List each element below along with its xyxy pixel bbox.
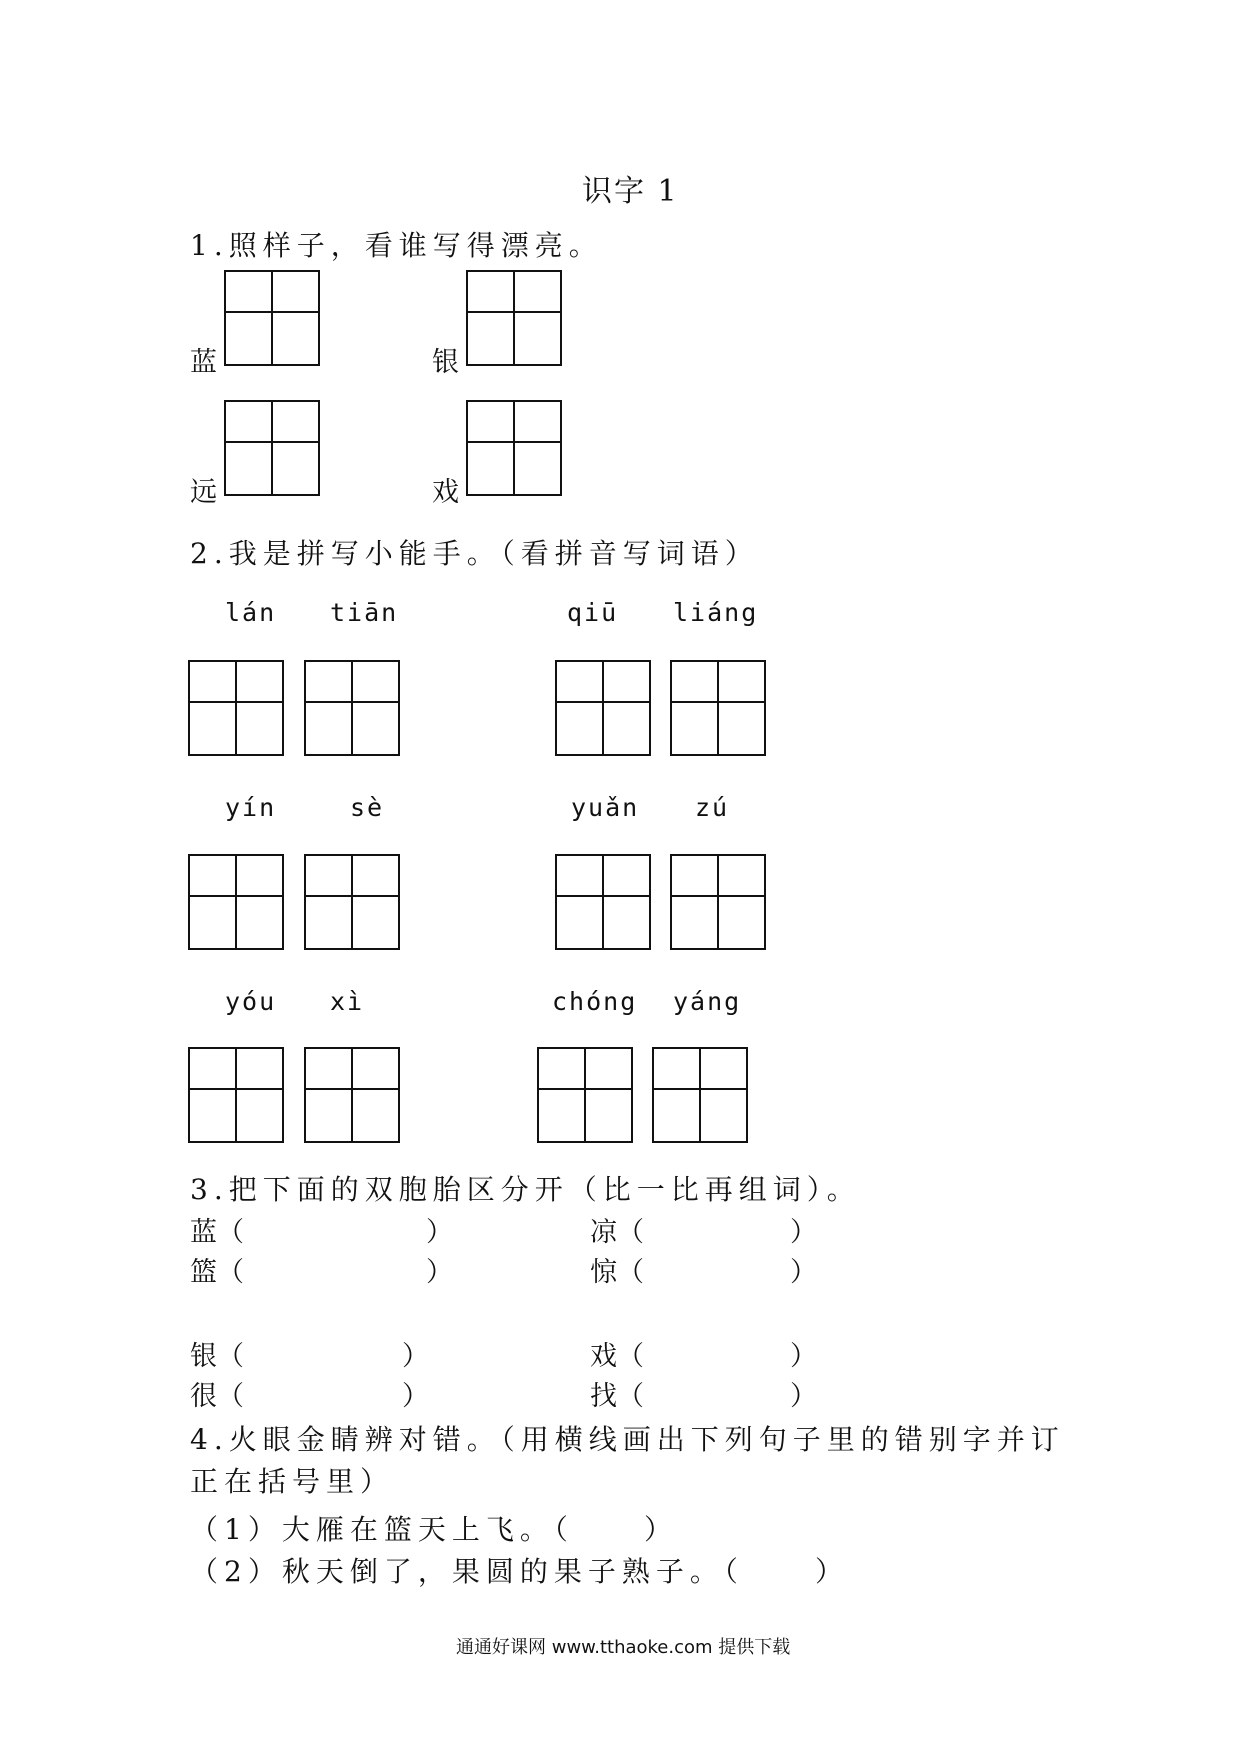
writing-grid[interactable]	[188, 854, 284, 950]
pinyin-label: xì	[330, 987, 365, 1016]
word-pair-item: 凉（	[590, 1217, 644, 1248]
word-pair-item: 银（	[190, 1341, 244, 1372]
writing-grid[interactable]	[188, 660, 284, 756]
closing-paren: ）	[426, 1217, 453, 1248]
sample-char-yuan: 远	[190, 477, 217, 508]
writing-grid[interactable]	[466, 270, 562, 366]
writing-grid[interactable]	[670, 854, 766, 950]
closing-paren: ）	[426, 1257, 453, 1288]
writing-grid[interactable]	[670, 660, 766, 756]
pinyin-label: tiān	[330, 598, 399, 627]
footer-source: 通通好课网 www.tthaoke.com 提供下载	[456, 1637, 791, 1658]
word-pair-item: 找（	[590, 1381, 644, 1412]
writing-grid[interactable]	[224, 400, 320, 496]
word-pair-item: 惊（	[590, 1257, 644, 1288]
question-3-prompt: 3.把下面的双胞胎区分开（比一比再组词）。	[190, 1173, 861, 1206]
sample-char-xi: 戏	[432, 477, 459, 508]
writing-grid[interactable]	[188, 1047, 284, 1143]
pinyin-label: yáng	[673, 987, 742, 1016]
writing-grid[interactable]	[466, 400, 562, 496]
closing-paren: ）	[815, 1555, 850, 1588]
word-pair-item: 戏（	[590, 1341, 644, 1372]
writing-grid[interactable]	[304, 660, 400, 756]
question-4-prompt: 4.火眼金睛辨对错。（用横线画出下列句子里的错别字并订	[190, 1423, 1065, 1456]
closing-paren: ）	[790, 1257, 817, 1288]
question-4-prompt-cont: 正在括号里）	[190, 1465, 395, 1498]
closing-paren: ）	[402, 1341, 429, 1372]
sentence-2: （2）秋天倒了，果圆的果子熟子。（	[190, 1555, 744, 1588]
pinyin-label: yín	[225, 793, 277, 822]
closing-paren: ）	[790, 1381, 817, 1412]
writing-grid[interactable]	[304, 854, 400, 950]
pinyin-label: zú	[695, 793, 730, 822]
closing-paren: ）	[402, 1381, 429, 1412]
writing-grid[interactable]	[555, 854, 651, 950]
closing-paren: ）	[644, 1513, 679, 1546]
pinyin-label: sè	[350, 793, 385, 822]
question-2-prompt: 2.我是拼写小能手。（看拼音写词语）	[190, 537, 759, 570]
pinyin-label: liáng	[673, 598, 759, 627]
closing-paren: ）	[790, 1217, 817, 1248]
pinyin-label: yuǎn	[571, 793, 640, 822]
writing-grid[interactable]	[652, 1047, 748, 1143]
sentence-1: （1）大雁在篮天上飞。（	[190, 1513, 574, 1546]
writing-grid[interactable]	[224, 270, 320, 366]
sample-char-lan: 蓝	[190, 347, 217, 378]
word-pair-item: 很（	[190, 1381, 244, 1412]
writing-grid[interactable]	[537, 1047, 633, 1143]
question-1-prompt: 1.照样子，看谁写得漂亮。	[190, 229, 603, 262]
writing-grid[interactable]	[555, 660, 651, 756]
closing-paren: ）	[790, 1341, 817, 1372]
pinyin-label: chóng	[552, 987, 638, 1016]
word-pair-item: 蓝（	[190, 1217, 244, 1248]
pinyin-label: lán	[225, 598, 277, 627]
writing-grid[interactable]	[304, 1047, 400, 1143]
pinyin-label: qiū	[567, 598, 619, 627]
page-title: 识字 1	[582, 174, 679, 209]
sample-char-yin: 银	[432, 347, 459, 378]
pinyin-label: yóu	[225, 987, 277, 1016]
word-pair-item: 篮（	[190, 1257, 244, 1288]
